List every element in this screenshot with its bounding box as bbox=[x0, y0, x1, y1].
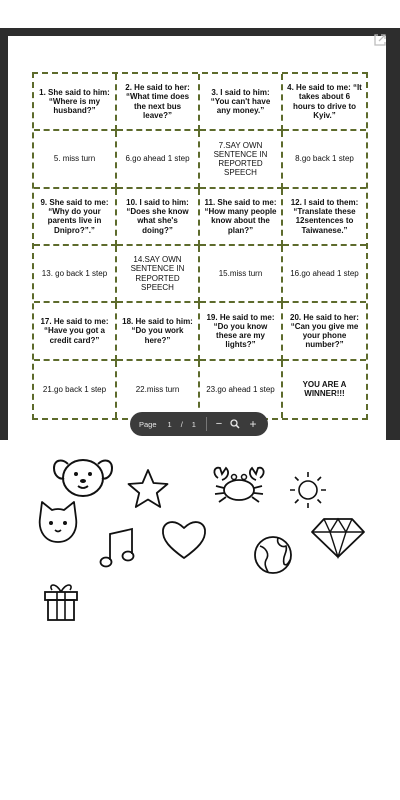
board-cell-9: 9. She said to me: “Why do your parents live in Dnipro?”.” bbox=[34, 189, 117, 246]
open-in-new-window-icon[interactable] bbox=[372, 32, 388, 48]
crab-icon[interactable] bbox=[210, 464, 268, 506]
zoom-in-button[interactable]: + bbox=[249, 417, 257, 431]
star-icon[interactable] bbox=[126, 468, 170, 510]
gift-icon[interactable] bbox=[42, 578, 80, 622]
cat-icon[interactable] bbox=[36, 500, 80, 544]
board-cell-7: 7.SAY OWN SENTENCE IN REPORTED SPEECH bbox=[200, 131, 283, 188]
board-cell-11: 11. She said to me: “How many people know about the plan?” bbox=[200, 189, 283, 246]
board-cell-4: 4. He said to me: “It takes about 6 hours to drive to Kyiv.” bbox=[283, 74, 366, 131]
board-cell-22: 22.miss turn bbox=[117, 361, 200, 418]
globe-icon[interactable] bbox=[252, 534, 294, 576]
toolbar-divider bbox=[206, 417, 207, 431]
board-cell-19: 19. He said to me: “Do you know these are my lights?” bbox=[200, 303, 283, 360]
page-number[interactable]: 1 bbox=[167, 419, 172, 429]
board-cell-20: 20. He said to her: “Can you give me your phone number?” bbox=[283, 303, 366, 360]
board-cell-17: 17. He said to me: “Have you got a credit card?” bbox=[34, 303, 117, 360]
board-cell-winner: YOU ARE A WINNER!!! bbox=[302, 380, 347, 399]
diamond-icon[interactable] bbox=[310, 516, 366, 560]
board-cell-2: 2. He said to her: “What time does the next bus leave?” bbox=[117, 74, 200, 131]
board-cell-16: 16.go ahead 1 step bbox=[283, 246, 366, 303]
heart-icon[interactable] bbox=[160, 518, 208, 562]
zoom-out-button[interactable]: − bbox=[215, 418, 223, 430]
dog-icon[interactable] bbox=[52, 454, 114, 500]
board-cell-15: 15.miss turn bbox=[200, 246, 283, 303]
page-total: 1 bbox=[191, 419, 196, 429]
board-cell-1: 1. She said to him: “Where is my husband?” bbox=[34, 74, 117, 131]
board-cell-8: 8.go back 1 step bbox=[283, 131, 366, 188]
zoom-icon[interactable] bbox=[227, 416, 243, 432]
board-cell-6: 6.go ahead 1 step bbox=[117, 131, 200, 188]
board-cell-18: 18. He said to him: “Do you work here?” bbox=[117, 303, 200, 360]
sticker-icons-area bbox=[0, 440, 400, 640]
board-cell-13: 13. go back 1 step bbox=[34, 246, 117, 303]
board-cell-23: 23.go ahead 1 step bbox=[200, 361, 283, 418]
board-cell-5: 5. miss turn bbox=[34, 131, 117, 188]
board-cell-3: 3. I said to him: “You can't have any money.” bbox=[200, 74, 283, 131]
board-cell-21: 21.go back 1 step bbox=[34, 361, 117, 418]
pdf-viewer[interactable] bbox=[0, 28, 400, 440]
page-label: Page bbox=[139, 419, 157, 429]
page-separator: / bbox=[180, 419, 183, 429]
page-toolbar bbox=[130, 412, 268, 436]
board-game-grid bbox=[32, 72, 368, 420]
board-cell-12: 12. I said to them: “Translate these 12sentences to Taiwanese.” bbox=[283, 189, 366, 246]
sun-icon[interactable] bbox=[288, 470, 328, 510]
board-cell-14: 14.SAY OWN SENTENCE IN REPORTED SPEECH bbox=[117, 246, 200, 303]
pdf-page bbox=[8, 36, 386, 440]
board-cell-10: 10. I said to him: “Does she know what she's doing?” bbox=[117, 189, 200, 246]
music-note-icon[interactable] bbox=[98, 526, 136, 570]
